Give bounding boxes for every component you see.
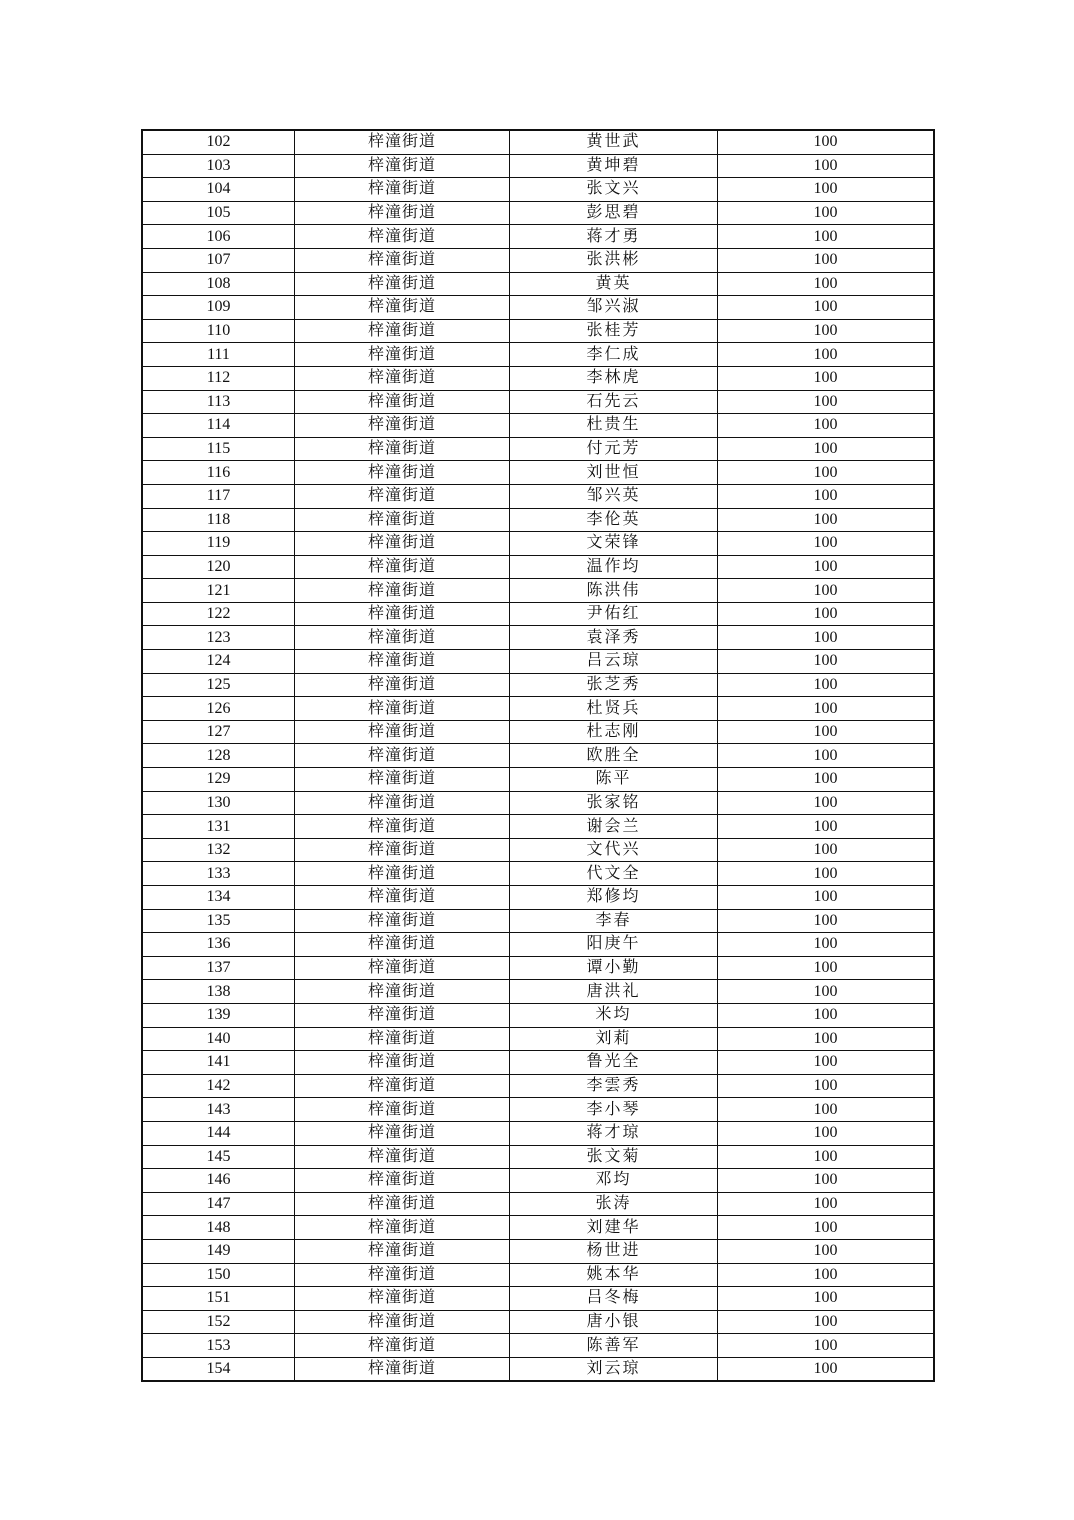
person-name-cell: 蒋才琼 xyxy=(510,1121,718,1145)
table-row xyxy=(142,1357,934,1381)
street-cell: 梓潼街道 xyxy=(295,838,510,862)
amount-cell: 100 xyxy=(718,744,935,768)
street-cell: 梓潼街道 xyxy=(295,1287,510,1311)
person-name-cell: 张文菊 xyxy=(510,1145,718,1169)
table-row xyxy=(142,1051,934,1075)
table-row xyxy=(142,225,934,249)
table-row xyxy=(142,1121,934,1145)
table-row xyxy=(142,1310,934,1334)
amount-cell: 100 xyxy=(718,484,935,508)
person-name-cell: 唐洪礼 xyxy=(510,980,718,1004)
table-row xyxy=(142,296,934,320)
table-row xyxy=(142,862,934,886)
table-row xyxy=(142,768,934,792)
row-number-cell: 146 xyxy=(142,1169,295,1193)
amount-cell: 100 xyxy=(718,1074,935,1098)
row-number-cell: 105 xyxy=(142,201,295,225)
amount-cell: 100 xyxy=(718,1027,935,1051)
table-row xyxy=(142,319,934,343)
row-number-cell: 124 xyxy=(142,650,295,674)
person-name-cell: 欧胜全 xyxy=(510,744,718,768)
table-row xyxy=(142,1074,934,1098)
table-row xyxy=(142,414,934,438)
table-row xyxy=(142,555,934,579)
person-name-cell: 谢会兰 xyxy=(510,815,718,839)
row-number-cell: 152 xyxy=(142,1310,295,1334)
row-number-cell: 129 xyxy=(142,768,295,792)
table-row xyxy=(142,1334,934,1358)
amount-cell: 100 xyxy=(718,201,935,225)
person-name-cell: 李雲秀 xyxy=(510,1074,718,1098)
table-row xyxy=(142,484,934,508)
table-row xyxy=(142,1287,934,1311)
table-row xyxy=(142,1027,934,1051)
amount-cell: 100 xyxy=(718,1003,935,1027)
person-name-cell: 代文全 xyxy=(510,862,718,886)
street-cell: 梓潼街道 xyxy=(295,815,510,839)
street-cell: 梓潼街道 xyxy=(295,296,510,320)
table-row xyxy=(142,933,934,957)
table-row xyxy=(142,744,934,768)
amount-cell: 100 xyxy=(718,555,935,579)
person-name-cell: 邹兴英 xyxy=(510,484,718,508)
person-name-cell: 邹兴淑 xyxy=(510,296,718,320)
amount-cell: 100 xyxy=(718,178,935,202)
row-number-cell: 103 xyxy=(142,154,295,178)
person-name-cell: 尹佑红 xyxy=(510,602,718,626)
person-name-cell: 杜贵生 xyxy=(510,414,718,438)
amount-cell: 100 xyxy=(718,1216,935,1240)
amount-cell: 100 xyxy=(718,791,935,815)
person-name-cell: 李林虎 xyxy=(510,366,718,390)
person-name-cell: 温作均 xyxy=(510,555,718,579)
person-name-cell: 吕冬梅 xyxy=(510,1287,718,1311)
table-row xyxy=(142,272,934,296)
street-cell: 梓潼街道 xyxy=(295,437,510,461)
row-number-cell: 147 xyxy=(142,1192,295,1216)
table-row xyxy=(142,343,934,367)
person-name-cell: 李仁成 xyxy=(510,343,718,367)
street-cell: 梓潼街道 xyxy=(295,886,510,910)
street-cell: 梓潼街道 xyxy=(295,697,510,721)
street-cell: 梓潼街道 xyxy=(295,248,510,272)
table-row xyxy=(142,791,934,815)
table-row xyxy=(142,390,934,414)
amount-cell: 100 xyxy=(718,815,935,839)
amount-cell: 100 xyxy=(718,886,935,910)
person-name-cell: 李伦英 xyxy=(510,508,718,532)
person-name-cell: 石先云 xyxy=(510,390,718,414)
street-cell: 梓潼街道 xyxy=(295,579,510,603)
street-cell: 梓潼街道 xyxy=(295,130,510,154)
row-number-cell: 106 xyxy=(142,225,295,249)
row-number-cell: 136 xyxy=(142,933,295,957)
street-cell: 梓潼街道 xyxy=(295,1239,510,1263)
person-name-cell: 唐小银 xyxy=(510,1310,718,1334)
amount-cell: 100 xyxy=(718,508,935,532)
street-cell: 梓潼街道 xyxy=(295,272,510,296)
row-number-cell: 144 xyxy=(142,1121,295,1145)
amount-cell: 100 xyxy=(718,862,935,886)
row-number-cell: 151 xyxy=(142,1287,295,1311)
person-name-cell: 文代兴 xyxy=(510,838,718,862)
table-row xyxy=(142,1239,934,1263)
table-row xyxy=(142,1145,934,1169)
street-cell: 梓潼街道 xyxy=(295,414,510,438)
person-name-cell: 张文兴 xyxy=(510,178,718,202)
table-row xyxy=(142,815,934,839)
person-name-cell: 黄英 xyxy=(510,272,718,296)
table-row xyxy=(142,1216,934,1240)
amount-cell: 100 xyxy=(718,319,935,343)
person-name-cell: 陈洪伟 xyxy=(510,579,718,603)
street-cell: 梓潼街道 xyxy=(295,862,510,886)
amount-cell: 100 xyxy=(718,697,935,721)
person-name-cell: 杨世进 xyxy=(510,1239,718,1263)
table-row xyxy=(142,461,934,485)
row-number-cell: 148 xyxy=(142,1216,295,1240)
row-number-cell: 126 xyxy=(142,697,295,721)
table-row xyxy=(142,886,934,910)
street-cell: 梓潼街道 xyxy=(295,1334,510,1358)
amount-cell: 100 xyxy=(718,956,935,980)
street-cell: 梓潼街道 xyxy=(295,1051,510,1075)
person-name-cell: 杜志刚 xyxy=(510,720,718,744)
street-cell: 梓潼街道 xyxy=(295,555,510,579)
street-cell: 梓潼街道 xyxy=(295,1074,510,1098)
street-cell: 梓潼街道 xyxy=(295,720,510,744)
street-cell: 梓潼街道 xyxy=(295,532,510,556)
person-name-cell: 米均 xyxy=(510,1003,718,1027)
amount-cell: 100 xyxy=(718,390,935,414)
person-name-cell: 刘云琼 xyxy=(510,1357,718,1381)
row-number-cell: 114 xyxy=(142,414,295,438)
row-number-cell: 141 xyxy=(142,1051,295,1075)
person-name-cell: 张洪彬 xyxy=(510,248,718,272)
amount-cell: 100 xyxy=(718,1051,935,1075)
row-number-cell: 111 xyxy=(142,343,295,367)
person-name-cell: 张家铭 xyxy=(510,791,718,815)
person-name-cell: 刘莉 xyxy=(510,1027,718,1051)
street-cell: 梓潼街道 xyxy=(295,602,510,626)
amount-cell: 100 xyxy=(718,225,935,249)
row-number-cell: 142 xyxy=(142,1074,295,1098)
amount-cell: 100 xyxy=(718,437,935,461)
person-name-cell: 蒋才勇 xyxy=(510,225,718,249)
table-row xyxy=(142,366,934,390)
table-row xyxy=(142,1003,934,1027)
row-number-cell: 143 xyxy=(142,1098,295,1122)
table-row xyxy=(142,720,934,744)
amount-cell: 100 xyxy=(718,720,935,744)
table-row xyxy=(142,532,934,556)
row-number-cell: 125 xyxy=(142,673,295,697)
row-number-cell: 117 xyxy=(142,484,295,508)
street-cell: 梓潼街道 xyxy=(295,154,510,178)
row-number-cell: 112 xyxy=(142,366,295,390)
street-cell: 梓潼街道 xyxy=(295,1192,510,1216)
street-cell: 梓潼街道 xyxy=(295,1357,510,1381)
person-name-cell: 张桂芳 xyxy=(510,319,718,343)
table-row xyxy=(142,154,934,178)
street-cell: 梓潼街道 xyxy=(295,1003,510,1027)
street-cell: 梓潼街道 xyxy=(295,650,510,674)
row-number-cell: 120 xyxy=(142,555,295,579)
row-number-cell: 139 xyxy=(142,1003,295,1027)
amount-cell: 100 xyxy=(718,461,935,485)
row-number-cell: 140 xyxy=(142,1027,295,1051)
row-number-cell: 137 xyxy=(142,956,295,980)
person-name-cell: 付元芳 xyxy=(510,437,718,461)
street-cell: 梓潼街道 xyxy=(295,933,510,957)
row-number-cell: 118 xyxy=(142,508,295,532)
table-row xyxy=(142,909,934,933)
person-name-cell: 鲁光全 xyxy=(510,1051,718,1075)
person-name-cell: 阳庚午 xyxy=(510,933,718,957)
person-name-cell: 黄世武 xyxy=(510,130,718,154)
person-name-cell: 张芝秀 xyxy=(510,673,718,697)
row-number-cell: 119 xyxy=(142,532,295,556)
table-row xyxy=(142,579,934,603)
street-cell: 梓潼街道 xyxy=(295,768,510,792)
street-cell: 梓潼街道 xyxy=(295,980,510,1004)
street-cell: 梓潼街道 xyxy=(295,461,510,485)
table-row xyxy=(142,626,934,650)
street-cell: 梓潼街道 xyxy=(295,1027,510,1051)
table-row xyxy=(142,248,934,272)
table-row xyxy=(142,130,934,154)
person-name-cell: 谭小勤 xyxy=(510,956,718,980)
table-row xyxy=(142,1098,934,1122)
amount-cell: 100 xyxy=(718,366,935,390)
person-name-cell: 袁泽秀 xyxy=(510,626,718,650)
amount-cell: 100 xyxy=(718,1357,935,1381)
row-number-cell: 153 xyxy=(142,1334,295,1358)
street-cell: 梓潼街道 xyxy=(295,1310,510,1334)
street-cell: 梓潼街道 xyxy=(295,366,510,390)
street-cell: 梓潼街道 xyxy=(295,343,510,367)
person-name-cell: 吕云琼 xyxy=(510,650,718,674)
amount-cell: 100 xyxy=(718,650,935,674)
roster-table-body xyxy=(142,130,934,1381)
amount-cell: 100 xyxy=(718,414,935,438)
person-name-cell: 刘建华 xyxy=(510,1216,718,1240)
row-number-cell: 110 xyxy=(142,319,295,343)
street-cell: 梓潼街道 xyxy=(295,1145,510,1169)
amount-cell: 100 xyxy=(718,1145,935,1169)
amount-cell: 100 xyxy=(718,1169,935,1193)
row-number-cell: 149 xyxy=(142,1239,295,1263)
amount-cell: 100 xyxy=(718,673,935,697)
amount-cell: 100 xyxy=(718,980,935,1004)
row-number-cell: 138 xyxy=(142,980,295,1004)
row-number-cell: 113 xyxy=(142,390,295,414)
row-number-cell: 115 xyxy=(142,437,295,461)
street-cell: 梓潼街道 xyxy=(295,1216,510,1240)
person-name-cell: 李春 xyxy=(510,909,718,933)
street-cell: 梓潼街道 xyxy=(295,1169,510,1193)
table-row xyxy=(142,673,934,697)
amount-cell: 100 xyxy=(718,1334,935,1358)
table-row xyxy=(142,437,934,461)
row-number-cell: 127 xyxy=(142,720,295,744)
street-cell: 梓潼街道 xyxy=(295,791,510,815)
street-cell: 梓潼街道 xyxy=(295,201,510,225)
roster-table xyxy=(141,129,935,1382)
row-number-cell: 145 xyxy=(142,1145,295,1169)
amount-cell: 100 xyxy=(718,272,935,296)
table-row xyxy=(142,980,934,1004)
amount-cell: 100 xyxy=(718,1239,935,1263)
street-cell: 梓潼街道 xyxy=(295,909,510,933)
person-name-cell: 陈平 xyxy=(510,768,718,792)
person-name-cell: 李小琴 xyxy=(510,1098,718,1122)
table-row xyxy=(142,178,934,202)
row-number-cell: 134 xyxy=(142,886,295,910)
amount-cell: 100 xyxy=(718,296,935,320)
table-row xyxy=(142,650,934,674)
row-number-cell: 123 xyxy=(142,626,295,650)
row-number-cell: 109 xyxy=(142,296,295,320)
street-cell: 梓潼街道 xyxy=(295,673,510,697)
amount-cell: 100 xyxy=(718,909,935,933)
amount-cell: 100 xyxy=(718,1192,935,1216)
table-row xyxy=(142,1169,934,1193)
table-row xyxy=(142,1263,934,1287)
row-number-cell: 104 xyxy=(142,178,295,202)
row-number-cell: 132 xyxy=(142,838,295,862)
street-cell: 梓潼街道 xyxy=(295,1098,510,1122)
street-cell: 梓潼街道 xyxy=(295,744,510,768)
table-row xyxy=(142,956,934,980)
street-cell: 梓潼街道 xyxy=(295,390,510,414)
person-name-cell: 张涛 xyxy=(510,1192,718,1216)
row-number-cell: 130 xyxy=(142,791,295,815)
person-name-cell: 文荣锋 xyxy=(510,532,718,556)
row-number-cell: 133 xyxy=(142,862,295,886)
person-name-cell: 刘世恒 xyxy=(510,461,718,485)
row-number-cell: 131 xyxy=(142,815,295,839)
row-number-cell: 122 xyxy=(142,602,295,626)
street-cell: 梓潼街道 xyxy=(295,178,510,202)
amount-cell: 100 xyxy=(718,1098,935,1122)
amount-cell: 100 xyxy=(718,1263,935,1287)
row-number-cell: 108 xyxy=(142,272,295,296)
street-cell: 梓潼街道 xyxy=(295,319,510,343)
person-name-cell: 彭思碧 xyxy=(510,201,718,225)
person-name-cell: 郑修均 xyxy=(510,886,718,910)
amount-cell: 100 xyxy=(718,933,935,957)
row-number-cell: 116 xyxy=(142,461,295,485)
street-cell: 梓潼街道 xyxy=(295,225,510,249)
amount-cell: 100 xyxy=(718,343,935,367)
street-cell: 梓潼街道 xyxy=(295,508,510,532)
table-row xyxy=(142,602,934,626)
amount-cell: 100 xyxy=(718,626,935,650)
row-number-cell: 107 xyxy=(142,248,295,272)
street-cell: 梓潼街道 xyxy=(295,956,510,980)
amount-cell: 100 xyxy=(718,1121,935,1145)
amount-cell: 100 xyxy=(718,768,935,792)
table-row xyxy=(142,1192,934,1216)
street-cell: 梓潼街道 xyxy=(295,1121,510,1145)
amount-cell: 100 xyxy=(718,1287,935,1311)
row-number-cell: 154 xyxy=(142,1357,295,1381)
row-number-cell: 150 xyxy=(142,1263,295,1287)
amount-cell: 100 xyxy=(718,248,935,272)
person-name-cell: 黄坤碧 xyxy=(510,154,718,178)
amount-cell: 100 xyxy=(718,1310,935,1334)
person-name-cell: 邓均 xyxy=(510,1169,718,1193)
person-name-cell: 杜贤兵 xyxy=(510,697,718,721)
street-cell: 梓潼街道 xyxy=(295,1263,510,1287)
amount-cell: 100 xyxy=(718,838,935,862)
amount-cell: 100 xyxy=(718,602,935,626)
street-cell: 梓潼街道 xyxy=(295,626,510,650)
row-number-cell: 102 xyxy=(142,130,295,154)
person-name-cell: 陈善军 xyxy=(510,1334,718,1358)
amount-cell: 100 xyxy=(718,154,935,178)
table-row xyxy=(142,838,934,862)
table-row xyxy=(142,201,934,225)
amount-cell: 100 xyxy=(718,130,935,154)
amount-cell: 100 xyxy=(718,532,935,556)
row-number-cell: 128 xyxy=(142,744,295,768)
amount-cell: 100 xyxy=(718,579,935,603)
person-name-cell: 姚本华 xyxy=(510,1263,718,1287)
row-number-cell: 135 xyxy=(142,909,295,933)
table-row xyxy=(142,508,934,532)
row-number-cell: 121 xyxy=(142,579,295,603)
street-cell: 梓潼街道 xyxy=(295,484,510,508)
table-row xyxy=(142,697,934,721)
